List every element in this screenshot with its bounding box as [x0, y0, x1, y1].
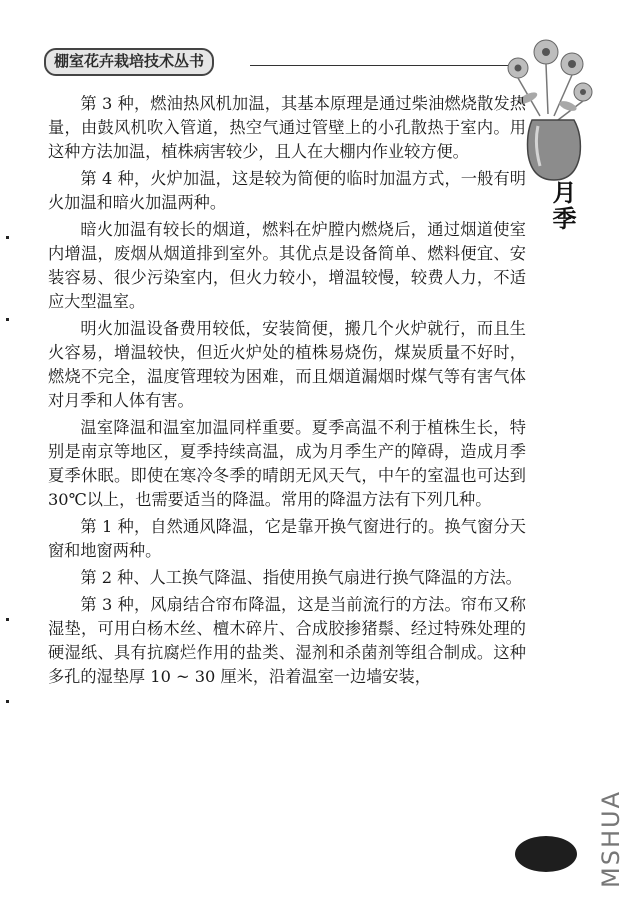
header-rule [250, 65, 518, 66]
margin-mark [6, 618, 9, 621]
paragraph: 第 1 种，自然通风降温，它是靠开换气窗进行的。换气窗分天窗和地窗两种。 [48, 517, 526, 560]
series-title-badge: 棚室花卉栽培技术丛书 [44, 48, 214, 76]
watermark: MSHUA [597, 790, 625, 888]
paragraph: 明火加温设备费用较低，安装简便，搬几个火炉就行，而且生火容易，增温较快，但近火炉处的植株易烧伤，煤炭质量不好时，燃烧不完全，温度管理较为困难，而且烟道漏烟时煤气等有害气体对月季和人体有害。 [48, 319, 526, 410]
margin-mark [6, 318, 9, 321]
paragraph: 第 4 种，火炉加温，这是较为简便的临时加温方式，一般有明火加温和暗火加温两种。 [48, 169, 526, 212]
paragraph: 第 3 种，燃油热风机加温，其基本原理是通过柴油燃烧散发热量，由鼓风机吹入管道，热空气通过管壁上的小孔散热于室内。用这种方法加温，植株病害较少，且人在大棚内作业较方便。 [48, 94, 526, 161]
body-text [48, 92, 526, 692]
margin-mark [6, 236, 9, 239]
paragraph: 暗火加温有较长的烟道，燃料在炉膛内燃烧后，通过烟道使室内增温，废烟从烟道排到室外。其优点是设备简单、燃料便宜、安装容易、很少污染室内，但火力较小，增温较慢，较费人力，不适应大型温室。 [48, 220, 526, 311]
paragraph: 第 3 种，风扇结合帘布降温，这是当前流行的方法。帘布又称湿垫，可用白杨木丝、檀木碎片、合成胶掺猪鬃、经过特殊处理的硬湿纸、具有抗腐烂作用的盐类、湿剂和杀菌剂等组合制成。这种多孔的湿垫厚 10 ~ 30 厘米，沿着温室一边墙安装， [48, 595, 526, 686]
paragraph: 第 2 种、人工换气降温、指使用换气扇进行换气降温的方法。 [80, 568, 522, 587]
page-number-oval [515, 836, 577, 872]
paragraph: 温室降温和温室加温同样重要。夏季高温不利于植株生长，特别是南京等地区，夏季持续高温，成为月季生产的障碍，造成月季夏季休眠。即使在寒冷冬季的晴朗无风天气，中午的室温也可达到 30℃以上，也需要适当的降温。常用的降温方法有下列几种。 [48, 418, 526, 509]
side-chapter-title: 月季 [548, 180, 576, 232]
margin-mark [6, 700, 9, 703]
